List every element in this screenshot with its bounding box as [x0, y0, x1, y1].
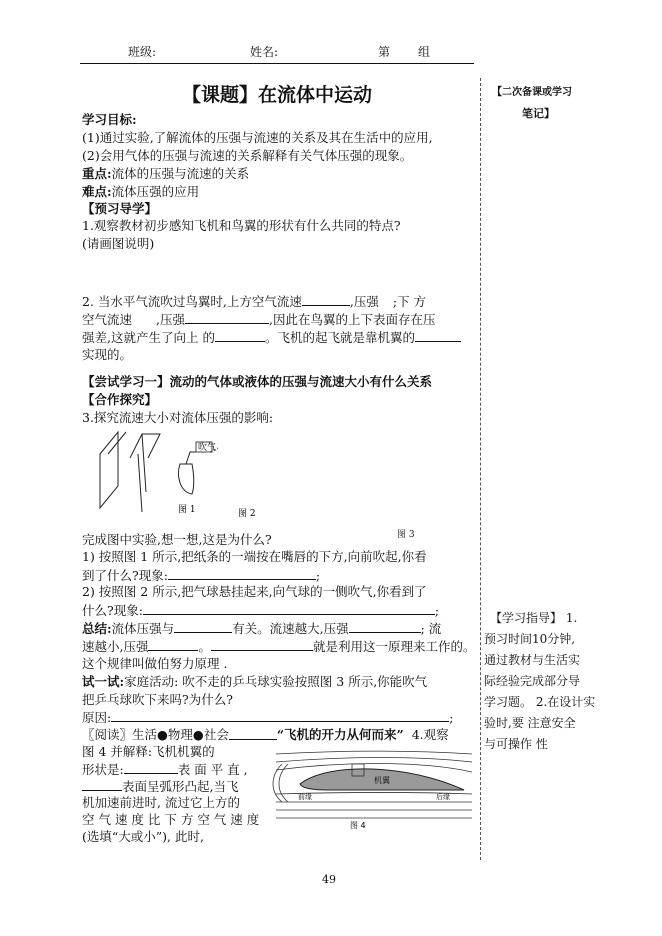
- group-suffix: 组: [418, 45, 431, 59]
- back-edge-label: 后缘: [436, 793, 450, 801]
- wing-label: 机翼: [374, 776, 390, 785]
- answer-blank[interactable]: [185, 311, 269, 324]
- preview-q2-line3: 强差,这就产生了向上 的 。飞机的起飞就是靠机翼的: [82, 329, 461, 346]
- reading-line5: 机加速前进时, 流过它上方的: [82, 795, 240, 810]
- reading-line7: (选填“大或小”), 此时,: [82, 829, 204, 844]
- q3-text: 3.探究流速大小对流体压强的影响:: [82, 410, 274, 425]
- figure-4-wing: [268, 744, 476, 830]
- answer-blank[interactable]: [148, 638, 198, 651]
- preview-q2-line2: 空气流速 ,压强 ,因此在鸟翼的上下表面存在压: [82, 312, 436, 327]
- reading-line6: 空 气 速 度 比 下 方 空 气 速 度: [82, 812, 260, 827]
- header-rule: [80, 63, 474, 64]
- paper-strip-figure: [100, 432, 160, 512]
- answer-blank[interactable]: [174, 620, 232, 633]
- answer-blank[interactable]: [211, 638, 313, 651]
- reading-topic: “飞机的开力从何而来”: [276, 727, 404, 742]
- reading-line2: 图 4 并解释:飞机机翼的: [82, 744, 215, 759]
- diff-label: 难点:: [82, 184, 112, 199]
- class-label: 班级:: [128, 45, 157, 59]
- fig2-label: 图 2: [238, 509, 256, 519]
- trial-line1: 试一试:家庭活动: 吹不走的乒乓球实验按照图 3 所示,你能吹气: [82, 674, 428, 689]
- step2-line2: 什么?现象: ;: [82, 603, 440, 618]
- guide-line: 际经验完成部分导: [484, 674, 581, 688]
- objective-item: (1)通过实验,了解流体的压强与流速的关系及其在生活中的应用,: [82, 130, 433, 145]
- guide-line: 【学习指导】 1.: [490, 611, 578, 625]
- answer-blank[interactable]: [124, 761, 178, 774]
- step1-line2: 到了什么?现象: ;: [82, 568, 321, 583]
- answer-blank[interactable]: [349, 620, 421, 633]
- diff-text: 流体压强的应用: [111, 184, 200, 199]
- difficult-point: [82, 184, 199, 200]
- guide-line: 通过教材与生活实: [484, 653, 581, 667]
- key-text: 流体的压强与流速的关系: [111, 166, 250, 181]
- summary-line1: 总结:流体压强与 有关。流速越大,压强 ; 流: [82, 621, 442, 636]
- objectives-heading: 学习目标:: [82, 112, 137, 127]
- answer-blank[interactable]: [415, 329, 461, 342]
- trial-line2: 把乒乓球吹下来吗?为什么?: [82, 692, 233, 707]
- page-title: 【课题】在流体中运动: [182, 84, 373, 106]
- reading-line1: 〖阅读〗生活●物理●社会 “飞机的开力从何而来” 4.观察: [82, 727, 449, 742]
- guide-line: 预习时间10分钟,: [484, 632, 576, 646]
- blow-label: 吹气: [198, 443, 217, 453]
- fig3-label: 图 3: [397, 530, 415, 540]
- answer-blank[interactable]: [302, 293, 350, 306]
- coop-heading: 【合作探究】: [82, 392, 158, 407]
- group-prefix: 第: [378, 45, 391, 59]
- answer-blank[interactable]: [168, 567, 316, 580]
- reading-line4: 表面呈弧形凸起,当飞: [82, 778, 238, 795]
- guide-line: 学习题。 2.在设计实: [484, 695, 596, 709]
- preview-q2-line1: 2. 当水平气流吹过鸟翼时,上方空气流速 ,压强 ;下 方: [82, 294, 427, 309]
- fig1-label: 图 1: [178, 505, 196, 515]
- reading-line3: 形状是: 表 面 平 直 ,: [82, 762, 248, 777]
- key-label: 重点:: [82, 166, 112, 181]
- notes-title-line1: 【二次备课或学习: [492, 87, 572, 98]
- preview-q2-line4: 实现的。: [82, 347, 133, 362]
- guide-line: 与可操作 性: [484, 737, 548, 751]
- summary-line3: 这个规律叫做伯努力原理 .: [82, 656, 228, 671]
- step2-line1: 2) 按照图 2 所示,把气球悬挂起来,向气球的一侧吹气,你看到了: [82, 584, 427, 599]
- complete-text: 完成图中实验,想一想,这是为什么?: [82, 532, 272, 547]
- objective-item: (2)会用气体的压强与流速的关系解释有关气体压强的现象。: [82, 148, 413, 163]
- attempt-heading: 【尝试学习一】流动的气体或液体的压强与流速大小有什么关系: [82, 374, 433, 389]
- fig4-label: 图 4: [350, 821, 366, 830]
- reading-tag: 〖阅读〗生活●物理●社会: [82, 727, 229, 742]
- guide-line: 验时,要 注意安全: [484, 716, 576, 730]
- reason-line: 原因: ;: [82, 710, 454, 725]
- column-divider: [480, 78, 481, 860]
- preview-q1: 1.观察教材初步感知飞机和鸟翼的形状有什么共同的特点?: [82, 218, 401, 233]
- answer-blank[interactable]: [82, 778, 122, 791]
- answer-blank[interactable]: [111, 709, 449, 722]
- key-point: [82, 166, 249, 182]
- name-label: 姓名:: [250, 45, 279, 59]
- preview-heading: 【预习导学】: [82, 201, 158, 216]
- figure-1-2-3: [80, 424, 400, 534]
- page-number: 49: [322, 873, 336, 886]
- preview-q1-hint: (请画图说明): [82, 236, 155, 251]
- answer-blank[interactable]: [215, 329, 265, 342]
- step1-line1: 1) 按照图 1 所示,把纸条的一端按在嘴唇的下方,向前吹起,你看: [82, 549, 427, 564]
- notes-title-line2: 笔记】: [522, 107, 555, 120]
- summary-line2: 速越小,压强 。 就是利用这一原理来工作的。: [82, 639, 476, 654]
- answer-blank[interactable]: [143, 602, 435, 615]
- front-edge-label: 前缘: [298, 793, 312, 801]
